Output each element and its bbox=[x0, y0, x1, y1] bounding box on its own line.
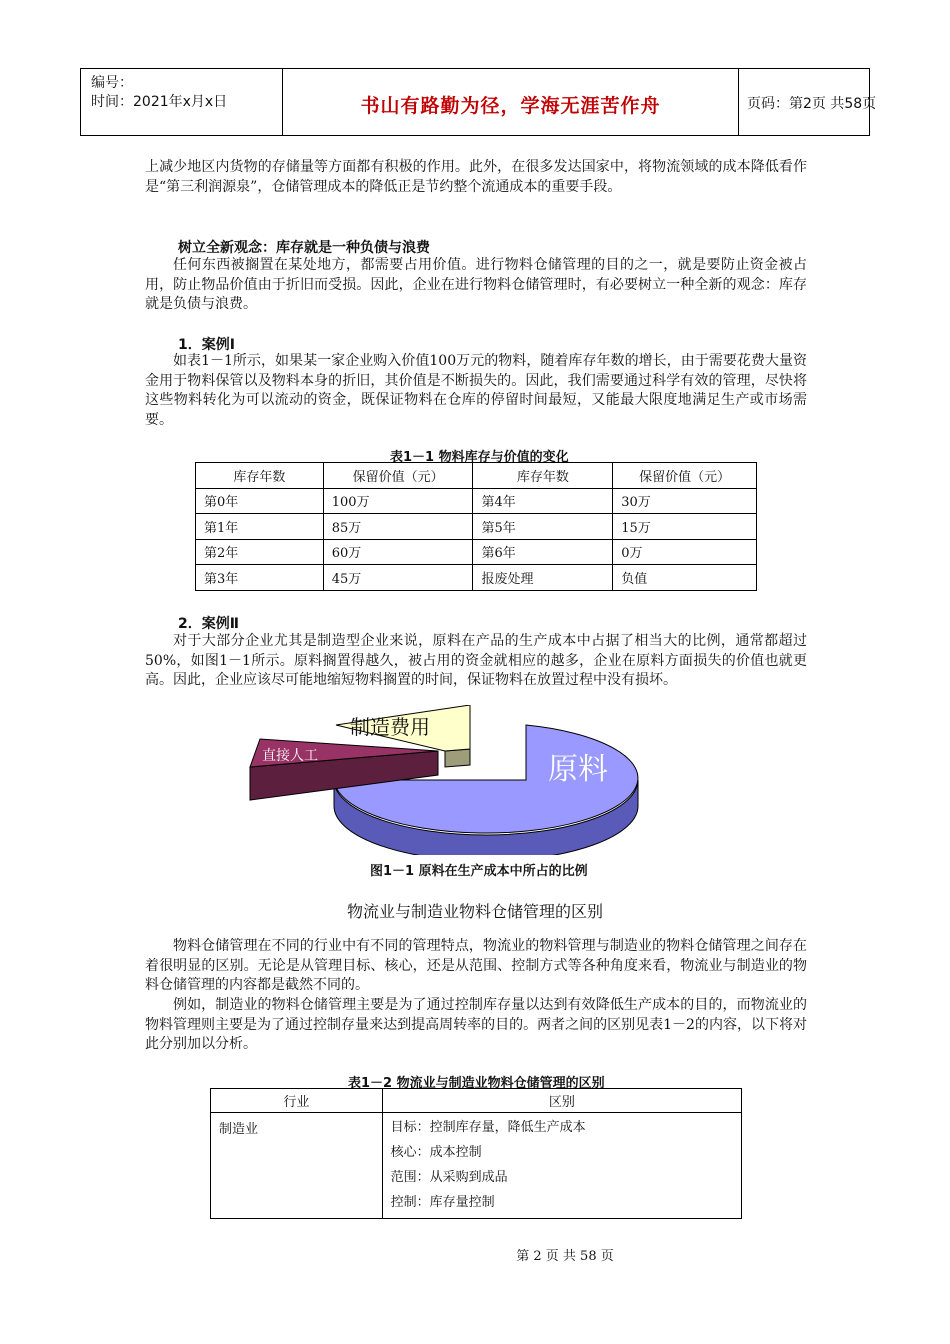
table-inventory-value bbox=[195, 462, 757, 591]
table-industry-difference bbox=[210, 1088, 742, 1219]
table-header-cell: 保留价值（元） bbox=[323, 463, 473, 489]
header-slogan: 书山有路勤为径，学海无涯苦作舟 bbox=[360, 95, 661, 117]
table-cell: 0万 bbox=[613, 539, 757, 565]
table-cell: 第2年 bbox=[196, 539, 324, 565]
paragraph-inventory-concept: 任何东西被搁置在某处地方，都需要占用价值。进行物料仓储管理的目的之一，就是要防止资金被占用，防止物品价值由于折旧而受损。因此，企业在进行物料仓储管理时，有必要树立一种全新的观念：库存就是负债与浪费。 bbox=[145, 257, 807, 312]
table-header-cell: 库存年数 bbox=[196, 463, 324, 489]
table-cell: 45万 bbox=[323, 565, 473, 591]
table-cell: 第0年 bbox=[196, 488, 324, 514]
table-cell: 第1年 bbox=[196, 514, 324, 540]
paragraph-case-1: 如表1－1所示，如果某一家企业购入价值100万元的物料，随着库存年数的增长，由于需要花费大量资金用于物料保管以及物料本身的折旧，其价值是不断损失的。因此，我们需要通过科学有效的管理，尽快将这些物料转化为可以流动的资金，既保证物料在仓库的停留时间最短，又能最大限度地满足生产或市场需要。 bbox=[145, 353, 807, 428]
table-cell: 报废处理 bbox=[473, 565, 613, 591]
pie-label-labor: 直接人工 bbox=[262, 748, 318, 764]
pie-slice-overhead-side bbox=[445, 749, 470, 767]
table-row bbox=[196, 565, 757, 591]
section-title: 物流业与制造业物料仓储管理的区别 bbox=[346, 902, 603, 921]
table-cell-industry: 制造业 bbox=[211, 1113, 383, 1219]
heading-inventory-concept: 树立全新观念：库存就是一种负债与浪费 bbox=[178, 240, 430, 256]
heading-case-1: 1．案例Ⅰ bbox=[178, 337, 235, 353]
header-slogan-cell bbox=[283, 69, 739, 135]
table-row bbox=[211, 1113, 742, 1219]
table-cell: 第6年 bbox=[473, 539, 613, 565]
paragraph-intro: 上减少地区内货物的存储量等方面都有积极的作用。此外，在很多发达国家中，将物流领域的成本降低看作是“第三利润源泉”，仓储管理成本的降低正是节约整个流通成本的重要手段。 bbox=[145, 159, 807, 195]
list-item: 范围：从采购到成品 bbox=[390, 1170, 508, 1185]
paragraph-difference: 物料仓储管理在不同的行业中有不同的管理特点，物流业的物料管理与制造业的物料仓储管理之间存在着很明显的区别。无论是从管理目标、核心，还是从范围、控制方式等各种角度来看，物流业与制造业的物料仓储管理的内容都是截然不同的。 bbox=[145, 938, 807, 993]
pie-chart-figure bbox=[240, 705, 740, 855]
table-cell: 85万 bbox=[323, 514, 473, 540]
table-cell: 30万 bbox=[613, 488, 757, 514]
table-header-row bbox=[196, 463, 757, 489]
table-cell-items bbox=[382, 1113, 741, 1219]
table2-caption: 表1－2 物流业与制造业物料仓储管理的区别 bbox=[348, 1076, 605, 1091]
pie-label-overhead: 制造费用 bbox=[350, 715, 430, 739]
table-header-row bbox=[211, 1089, 742, 1113]
list-item: 目标：控制库存量，降低生产成本 bbox=[390, 1120, 586, 1135]
table-cell: 第5年 bbox=[473, 514, 613, 540]
time-label: 时间：2021年x月x日 bbox=[91, 94, 228, 110]
table-row bbox=[196, 539, 757, 565]
table-header-cell: 区别 bbox=[382, 1089, 741, 1113]
table-header-cell: 保留价值（元） bbox=[613, 463, 757, 489]
paragraph-example: 例如，制造业的物料仓储管理主要是为了通过控制库存量以达到有效降低生产成本的目的，而物流业的物料管理则主要是为了通过控制存量来达到提高周转率的目的。两者之间的区别见表1－2的内容，以下将对此分别加以分析。 bbox=[145, 997, 807, 1052]
footer-page-number: 第 2 页 共 58 页 bbox=[516, 1249, 614, 1264]
header-left-cell bbox=[81, 69, 283, 135]
table-header-cell: 行业 bbox=[211, 1089, 383, 1113]
table-cell: 60万 bbox=[323, 539, 473, 565]
page-code: 页码：第2页 共58页 bbox=[747, 96, 877, 112]
pie-label-raw: 原料 bbox=[548, 752, 608, 787]
list-item: 控制：库存量控制 bbox=[390, 1195, 495, 1210]
heading-case-2: 2．案例Ⅱ bbox=[178, 616, 239, 632]
paragraph-case-2: 对于大部分企业尤其是制造型企业来说，原料在产品的生产成本中占据了相当大的比例，通常都超过50%，如图1－1所示。原料搁置得越久，被占用的资金就相应的越多，企业在原料方面损失的价值也就更高。因此，企业应该尽可能地缩短物料搁置的时间，保证物料在放置过程中没有损坏。 bbox=[145, 633, 807, 688]
table-row bbox=[196, 514, 757, 540]
table1-caption: 表1－1 物料库存与价值的变化 bbox=[390, 450, 569, 465]
table-cell: 第3年 bbox=[196, 565, 324, 591]
page-footer bbox=[0, 1245, 950, 1264]
table-header-cell: 库存年数 bbox=[473, 463, 613, 489]
number-label: 编号： bbox=[91, 75, 133, 91]
header-right-cell bbox=[739, 69, 877, 135]
table-row bbox=[196, 488, 757, 514]
list-item: 核心：成本控制 bbox=[390, 1145, 482, 1160]
table-cell: 第4年 bbox=[473, 488, 613, 514]
document-header bbox=[80, 68, 877, 136]
figure1-caption: 图1－1 原料在生产成本中所占的比例 bbox=[370, 864, 588, 879]
table-cell: 100万 bbox=[323, 488, 473, 514]
table-cell: 负值 bbox=[613, 565, 757, 591]
table-cell: 15万 bbox=[613, 514, 757, 540]
